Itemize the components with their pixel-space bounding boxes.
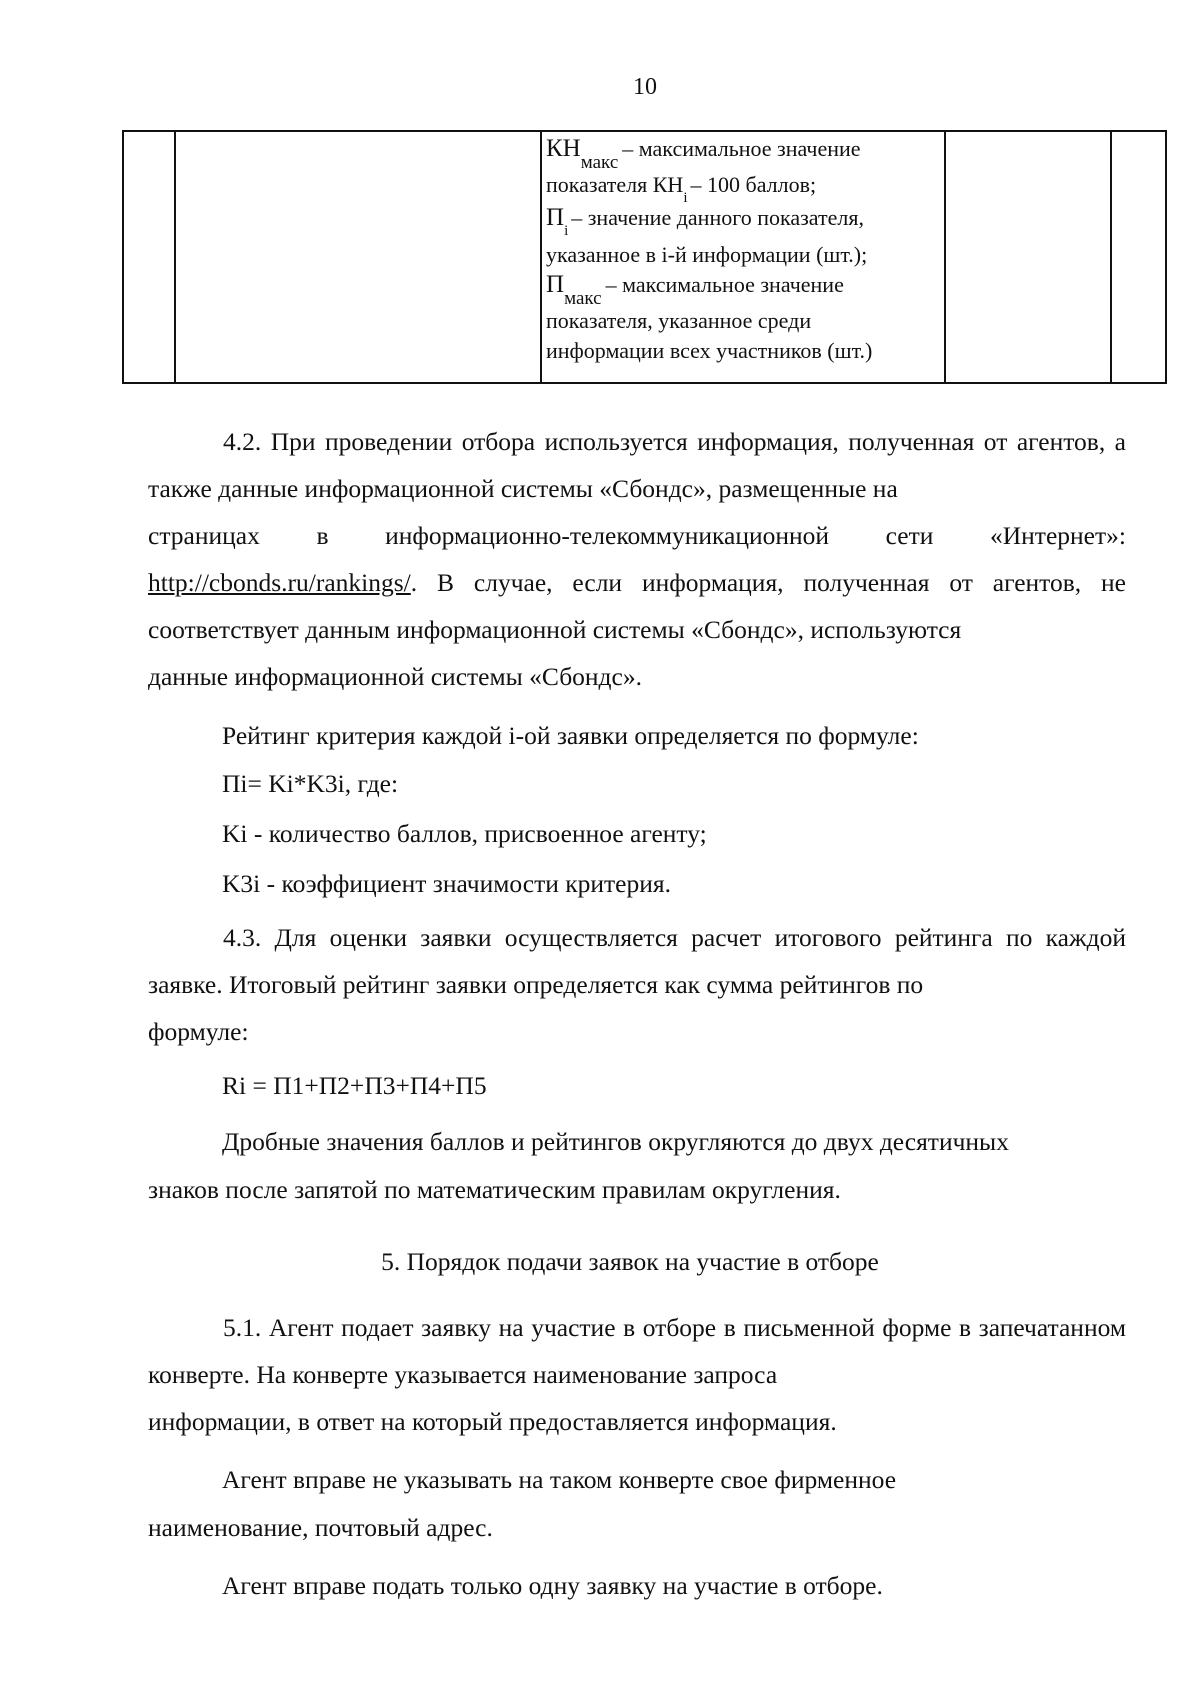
paragraph-4-3-last: формуле:	[148, 1017, 249, 1046]
rounding-rule-last: знаков после запятой по математическим правилам округления.	[148, 1175, 841, 1204]
formula-pi: Пi= Ki*K3i, где:	[222, 769, 399, 798]
rounding-rule: Дробные значения баллов и рейтингов округляются до двух десятичных	[222, 1127, 1009, 1156]
cbonds-link[interactable]: http://cbonds.ru/rankings/	[148, 568, 411, 597]
table-col-border	[1110, 130, 1112, 384]
p-i-definition: $П_i-$ значение данного показателя,	[546, 204, 864, 239]
paragraph-4-3: 4.3. Для оценки заявки осуществляется расчет итогового рейтинга по каждой заявке. Итоговый рейтинг заявки определяется как сумма рейтингов по	[148, 923, 1126, 999]
paragraph-4-2-cont: http://cbonds.ru/rankings/. В случае, если информация, полученная от агентов, не соответствует данным информационной системы «Сбондс», используются	[148, 568, 1126, 644]
criteria-formula-notes	[546, 134, 941, 366]
page-number: 10	[633, 74, 657, 100]
paragraph-4-2-spread-line: страницах в информационно-телекоммуникационной сети «Интернет»:	[148, 521, 1126, 550]
table-col-border	[540, 130, 542, 384]
p-i-definition-cont: указанное в i-й информации (шт.);	[546, 242, 868, 267]
agent-right-paragraph: Агент вправе не указывать на таком конверте свое фирменное	[222, 1465, 897, 1494]
table-col-border	[944, 130, 946, 384]
rating-intro: Рейтинг критерия каждой i-ой заявки определяется по формуле:	[222, 721, 919, 750]
p-max-definition: Пмакс– максимальное значение	[546, 271, 844, 309]
table-top-border	[122, 130, 1167, 132]
definition-k3i: K3i - коэффициент значимости критерия.	[222, 869, 672, 898]
paragraph-5-1: 5.1. Агент подает заявку на участие в отборе в письменной форме в запечатанном конверте. На конверте указывается наименование запроса	[148, 1313, 1126, 1389]
paragraph-5-1-last: информации, в ответ на который предоставляется информация.	[148, 1407, 837, 1436]
p-max-definition-end: информации всех участников (шт.)	[546, 338, 873, 363]
paragraph-4-2: 4.2. При проведении отбора используется информация, полученная от агентов, а также данные информационной системы «Сбондс», размещенные на	[148, 427, 1126, 503]
table-col-border	[1165, 130, 1167, 384]
criteria-table-fragment	[122, 130, 1167, 400]
formula-ri: Ri = П1+П2+П3+П4+П5	[222, 1071, 487, 1100]
kn-max-definition: КНмакс– максимальное значение	[546, 135, 861, 173]
table-col-border	[122, 130, 124, 384]
table-bottom-border	[122, 382, 1167, 384]
definition-ki: Ki - количество баллов, присвоенное агенту;	[222, 819, 707, 848]
agent-right-last: наименование, почтовый адрес.	[148, 1513, 493, 1542]
agent-one-application: Агент вправе подать только одну заявку на участие в отборе.	[222, 1571, 883, 1600]
table-col-border	[174, 130, 176, 384]
paragraph-4-2-last: данные информационной системы «Сбондс».	[148, 662, 642, 691]
p-max-definition-cont: показателя, указанное среди	[546, 308, 812, 333]
section-5-heading: 5. Порядок подачи заявок на участие в отборе	[381, 1247, 879, 1276]
kn-max-value: показателя $КН_i-$ 100 баллов;	[546, 172, 817, 206]
